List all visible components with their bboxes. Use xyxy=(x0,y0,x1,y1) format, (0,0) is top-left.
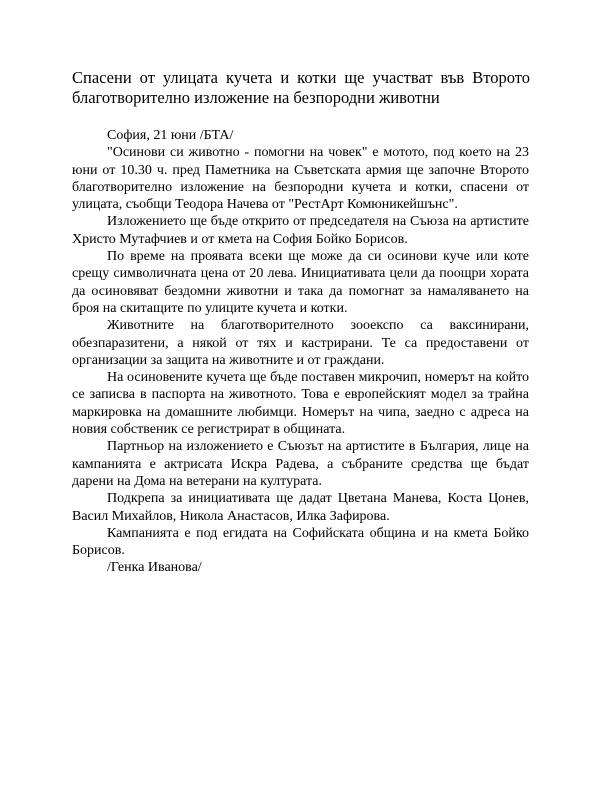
paragraph-vaccinated: Животните на благотворителното зооекспо са ваксинирани, обезпаразитени, а някой от тях и кастрирани. Те са предоставени от организации за защита на животните и от граждани. xyxy=(72,318,529,368)
paragraph-partner: Партньор на изложението е Съюзът на артистите в България, лице на кампанията е актрисата Искра Радева, а събраните средства ще бъдат дарени на Дома на ветерани на културата. xyxy=(72,439,529,489)
paragraph-opening: Изложението ще бъде открито от председателя на Съюза на артистите Христо Мутафчиев и от кмета на София Бойко Борисов. xyxy=(72,214,529,247)
author-signature: /Генка Иванова/ xyxy=(107,560,202,576)
article-title: Спасени от улицата кучета и котки ще участват във Второто благотворително изложение на безпородни животни xyxy=(72,68,530,107)
dateline: София, 21 юни /БТА/ xyxy=(107,128,234,143)
paragraph-patronage: Кампанията е под егидата на Софийската община и на кмета Бойко Борисов. xyxy=(72,525,529,559)
paragraph-adoption: По време на проявата всеки ще може да си осинови куче или коте срещу символичната цена от 20 лева. Инициативата цели да поощри хората да осиновяват бездомни животни и така да помогнат за намаляването на броя на скитащите по улиците кучета и котки. xyxy=(72,249,529,316)
article-body xyxy=(72,127,529,577)
paragraph-microchip: На осиновените кучета ще бъде поставен микрочип, номерът на който се записва в паспорта на животното. Това е европейският модел за трайна маркировка на домашните любимци. Номерът на чипа, заедно с адреса на новия собственик се регистрират в общината. xyxy=(72,370,529,438)
paragraph-support: Подкрепа за инициативата ще дадат Цветана Манева, Коста Цонев, Васил Михайлов, Никола Анастасов, Илка Зафирова. xyxy=(72,491,529,524)
paragraph-motto: "Осинови си животно - помогни на човек" е мотото, под което на 23 юни от 10.30 ч. пред Паметника на Съветската армия ще започне Второто благотворително изложение на безпородни кучета и котки, спасени от улицата, съобщи Теодора Начева от "РестАрт Комюникейшънс". xyxy=(72,145,529,213)
